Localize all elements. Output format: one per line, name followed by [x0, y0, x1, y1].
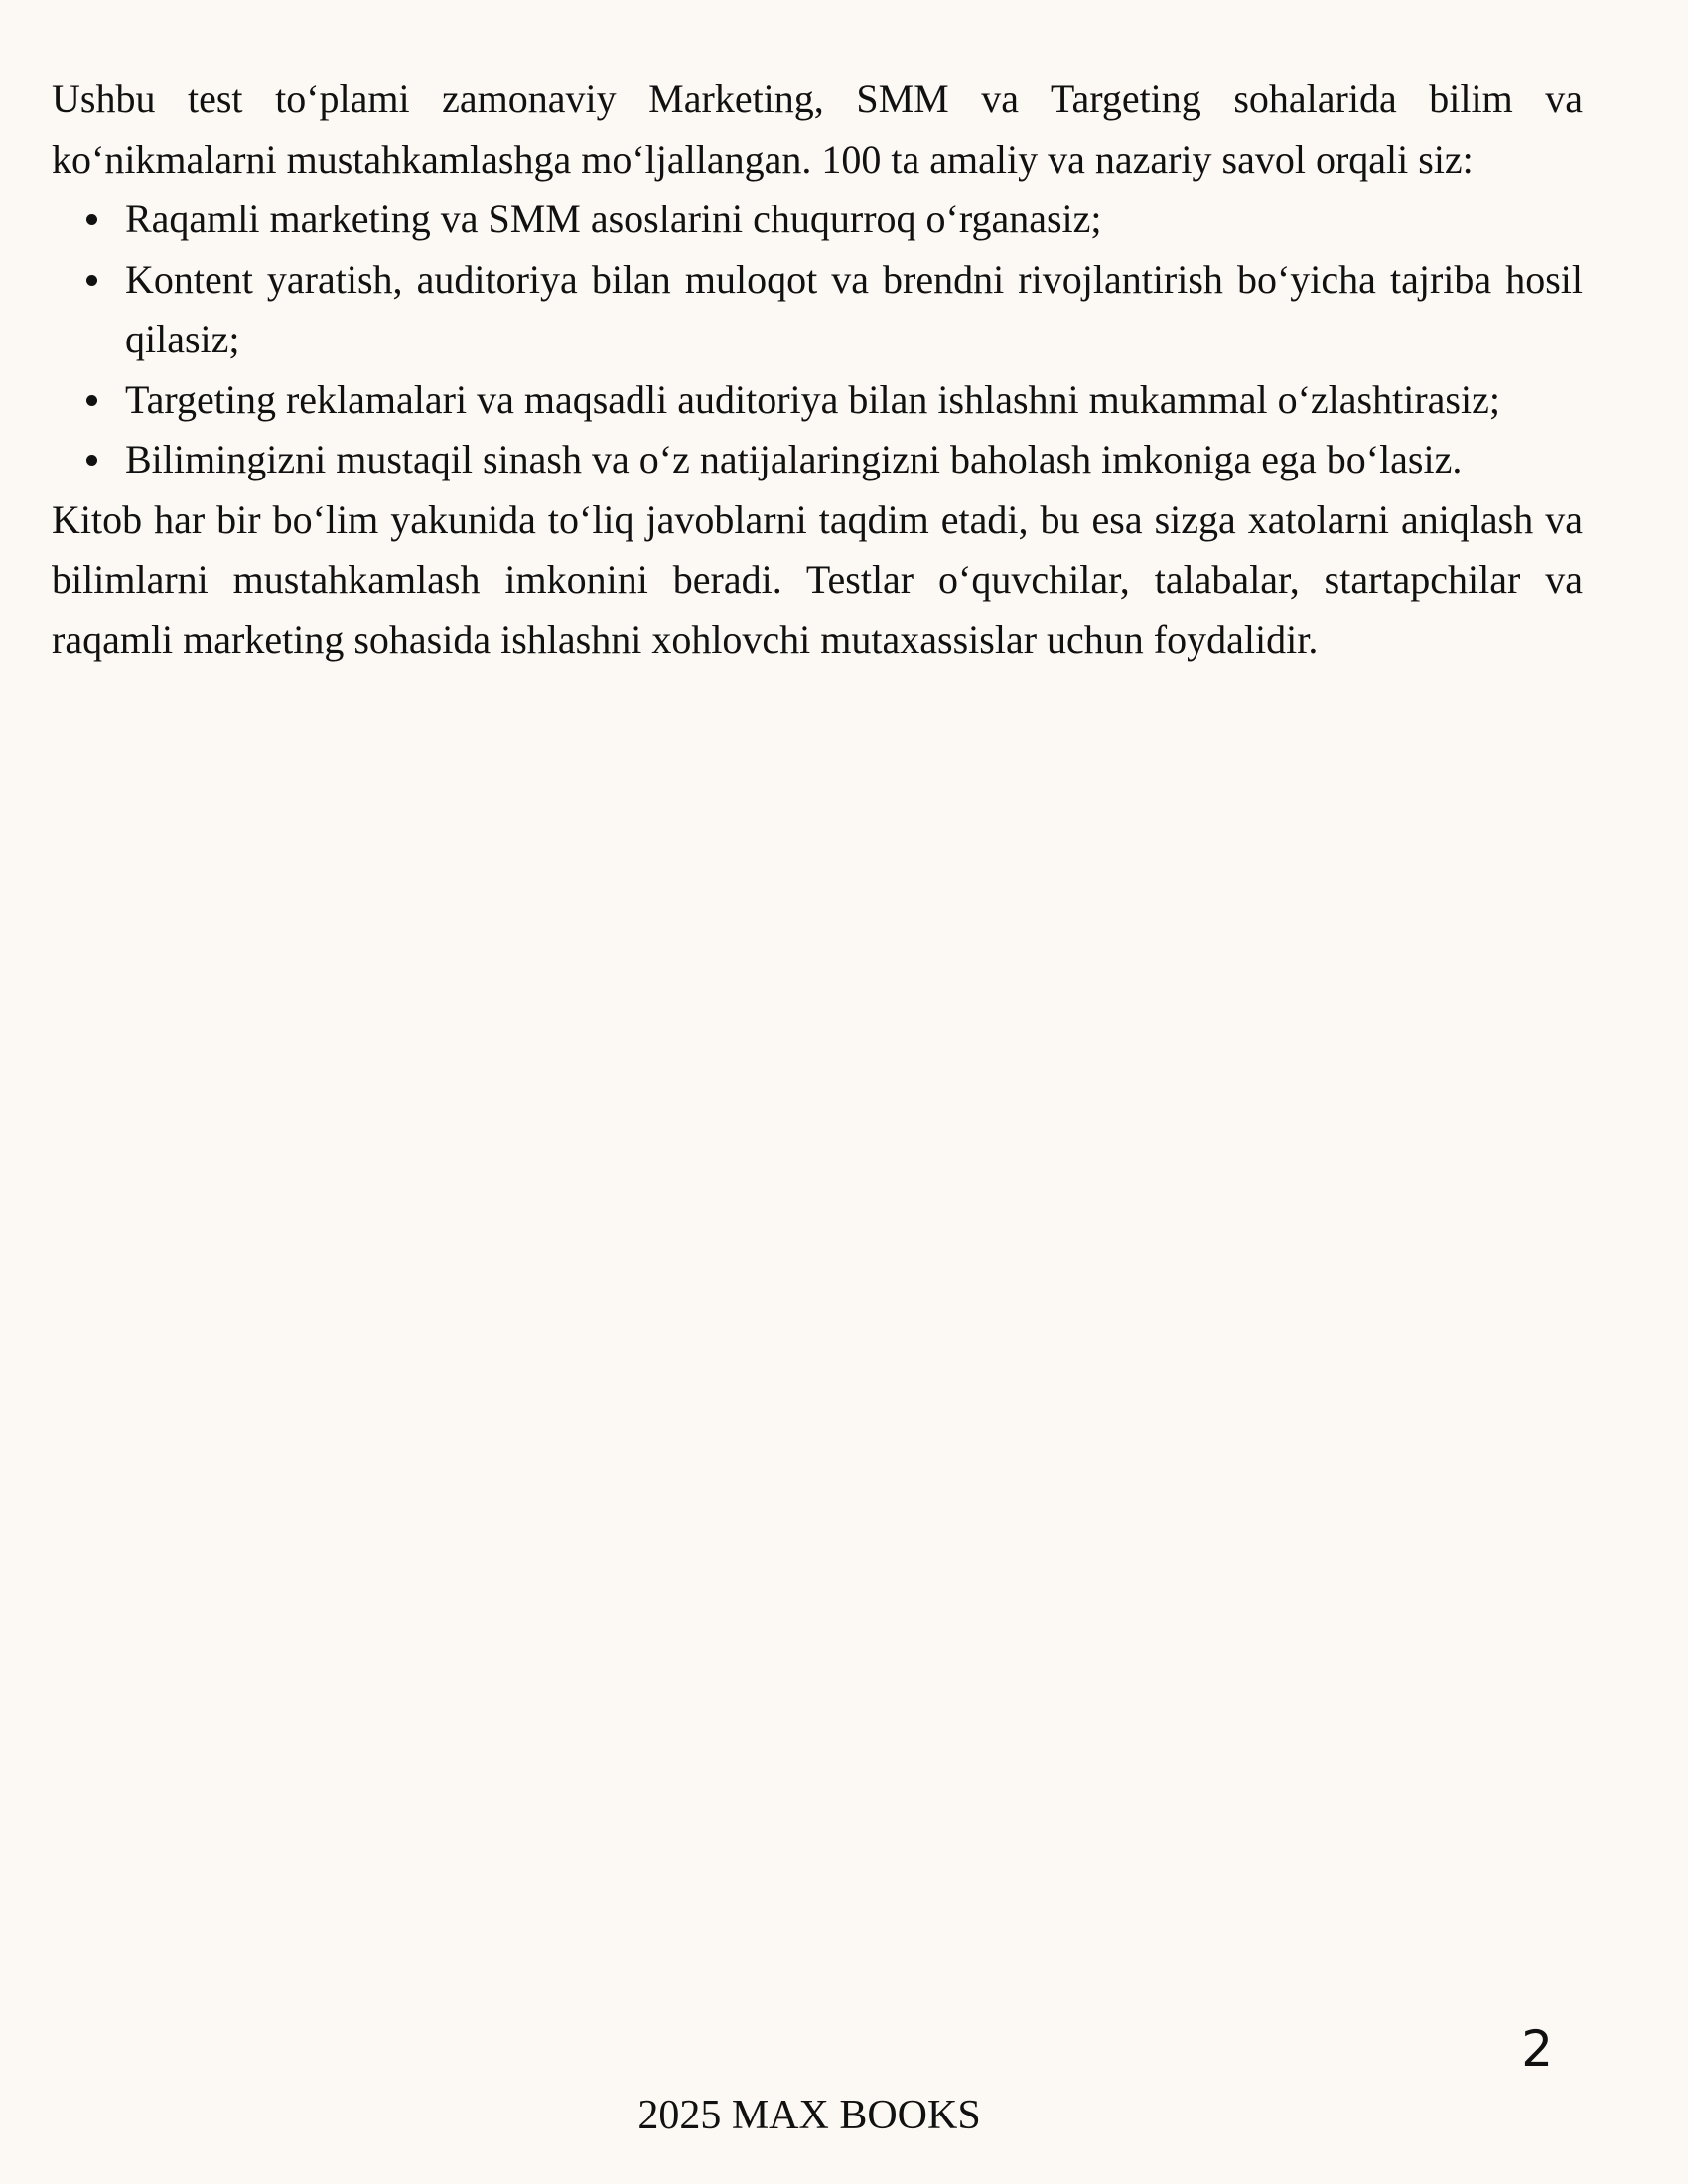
- closing-paragraph: Kitob har bir bo‘lim yakunida to‘liq javoblarni taqdim etadi, bu esa sizga xatolarni aniqlash va bilimlarni mustahkamlash imkonini beradi. Testlar o‘quvchilar, talabalar, startapchilar va raqamli marketing sohasida ishlashni xohlovchi mutaxassislar uchun foydalidir.: [52, 496, 1583, 662]
- footer-brand: 2025 MAX BOOKS: [637, 2093, 981, 2138]
- intro-paragraph: Ushbu test to‘plami zamonaviy Marketing, SMM va Targeting sohalarida bilim va ko‘nikmalarni mustahkamlashga mo‘ljallangan. 100 ta amaliy va nazariy savol orqali siz:: [52, 76, 1583, 182]
- list-item: Targeting reklamalari va maqsadli auditoriya bilan ishlashni mukammal o‘zlashtirasiz;: [52, 370, 1583, 431]
- list-item: Kontent yaratish, auditoriya bilan muloqot va brendni rivojlantirish bo‘yicha tajriba hosil qilasiz;: [52, 250, 1583, 370]
- list-item: Raqamli marketing va SMM asoslarini chuqurroq o‘rganasiz;: [52, 190, 1583, 250]
- list-item: Bilimingizni mustaqil sinash va o‘z natijalaringizni baholash imkoniga ega bo‘lasiz.: [52, 430, 1583, 490]
- benefits-list: [52, 190, 1583, 490]
- page-body: [52, 69, 1583, 670]
- page-number: 2: [1521, 2020, 1553, 2078]
